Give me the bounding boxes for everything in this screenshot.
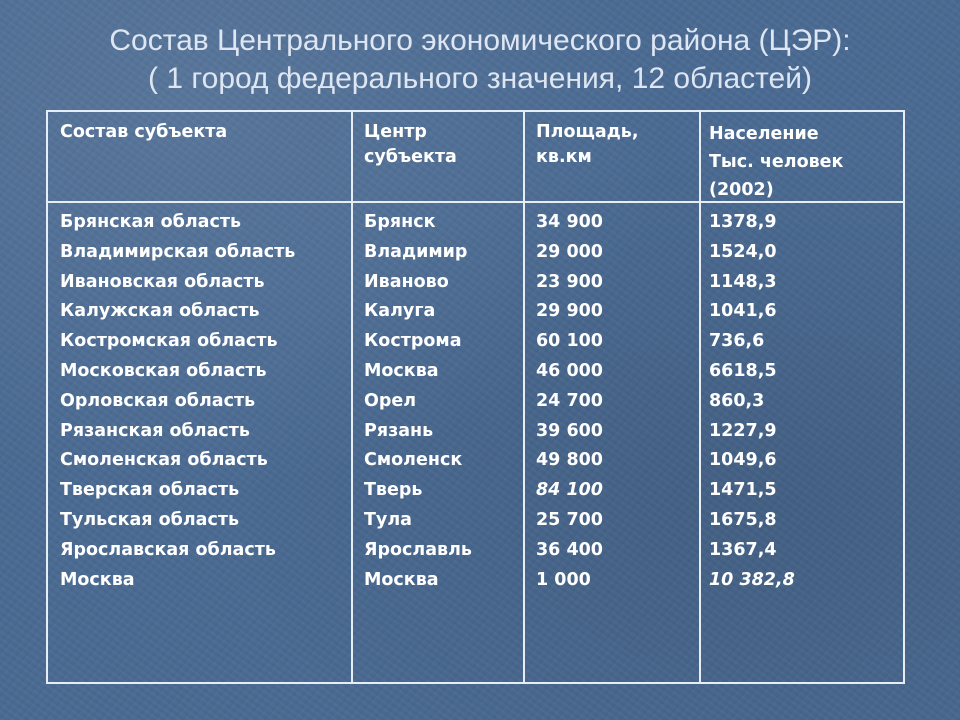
column-divider bbox=[351, 112, 353, 682]
slide-title-line-2: ( 1 город федерального значения, 12 областей) bbox=[148, 62, 812, 95]
cell-center: Рязань bbox=[364, 420, 434, 441]
header-area-line-1: Площадь, bbox=[536, 122, 639, 142]
header-area-line-2: кв.км bbox=[536, 147, 592, 167]
column-divider bbox=[699, 112, 701, 682]
cell-center: Тверь bbox=[364, 480, 423, 501]
cell-subject: Владимирская область bbox=[60, 241, 296, 262]
column-divider bbox=[523, 112, 525, 682]
cell-center: Брянск bbox=[364, 212, 436, 232]
cell-area: 24 700 bbox=[536, 390, 603, 411]
header-area bbox=[536, 120, 639, 170]
cell-subject: Тверская область bbox=[60, 480, 240, 501]
column-population bbox=[709, 208, 795, 595]
cell-population: 1041,6 bbox=[709, 301, 777, 322]
cell-center: Орел bbox=[364, 390, 417, 411]
header-population-line-1: Население bbox=[709, 124, 819, 144]
cell-area: 29 900 bbox=[536, 301, 603, 322]
header-population-line-2: Тыс. человек bbox=[709, 152, 844, 172]
cell-subject: Калужская область bbox=[60, 301, 260, 322]
cell-area-total: 84 100 bbox=[536, 480, 603, 501]
cell-area: 46 000 bbox=[536, 360, 603, 381]
cell-center: Иваново bbox=[364, 271, 449, 292]
cell-area: 49 800 bbox=[536, 450, 603, 471]
cell-area: 36 400 bbox=[536, 539, 603, 560]
cell-subject: Костромская область bbox=[60, 331, 278, 352]
header-population-line-3: (2002) bbox=[709, 180, 774, 200]
cell-center: Смоленск bbox=[364, 450, 463, 471]
cell-center: Кострома bbox=[364, 331, 462, 352]
header-center-line-2: субъекта bbox=[364, 147, 457, 167]
cell-area: 29 000 bbox=[536, 241, 603, 262]
cell-subject: Брянская область bbox=[60, 212, 242, 232]
cell-population: 1148,3 bbox=[709, 271, 777, 292]
cell-center: Москва bbox=[364, 360, 439, 381]
cell-subject: Рязанская область bbox=[60, 420, 250, 441]
cell-area: 39 600 bbox=[536, 420, 603, 441]
cell-population: 6618,5 bbox=[709, 360, 777, 381]
cell-population: 736,6 bbox=[709, 331, 765, 352]
cell-area: 23 900 bbox=[536, 271, 603, 292]
cell-center: Москва bbox=[364, 569, 439, 590]
cell-subject: Москва bbox=[60, 569, 135, 590]
column-center bbox=[364, 208, 472, 595]
cell-population: 1524,0 bbox=[709, 241, 777, 262]
cell-subject: Московская область bbox=[60, 360, 267, 381]
cell-subject: Ивановская область bbox=[60, 271, 265, 292]
slide-title bbox=[0, 22, 960, 98]
header-center bbox=[364, 120, 457, 170]
cell-subject: Смоленская область bbox=[60, 450, 268, 471]
header-subject bbox=[60, 120, 227, 145]
cell-population: 1675,8 bbox=[709, 509, 777, 530]
cell-center: Ярославль bbox=[364, 539, 472, 560]
cell-subject: Тульская область bbox=[60, 509, 240, 530]
cell-center: Калуга bbox=[364, 301, 436, 322]
cell-area: 60 100 bbox=[536, 331, 603, 352]
column-area bbox=[536, 208, 603, 595]
cell-population-total: 10 382,8 bbox=[709, 569, 795, 590]
cell-area: 25 700 bbox=[536, 509, 603, 530]
header-center-line-1: Центр bbox=[364, 122, 427, 142]
economic-region-table bbox=[46, 110, 905, 684]
cell-population: 860,3 bbox=[709, 390, 765, 411]
cell-population: 1227,9 bbox=[709, 420, 777, 441]
cell-population: 1378,9 bbox=[709, 212, 777, 232]
header-population bbox=[709, 120, 843, 204]
cell-area: 1 000 bbox=[536, 569, 591, 590]
cell-population: 1471,5 bbox=[709, 480, 777, 501]
cell-subject: Ярославская область bbox=[60, 539, 276, 560]
header-subject-text: Состав субъекта bbox=[60, 122, 228, 142]
slide-title-line-1: Состав Центрального экономического района (ЦЭР): bbox=[109, 24, 851, 57]
cell-area: 34 900 bbox=[536, 212, 603, 232]
cell-center: Владимир bbox=[364, 241, 468, 262]
column-subject bbox=[60, 208, 295, 595]
cell-subject: Орловская область bbox=[60, 390, 256, 411]
cell-population: 1049,6 bbox=[709, 450, 777, 471]
cell-population: 1367,4 bbox=[709, 539, 777, 560]
cell-center: Тула bbox=[364, 509, 412, 530]
